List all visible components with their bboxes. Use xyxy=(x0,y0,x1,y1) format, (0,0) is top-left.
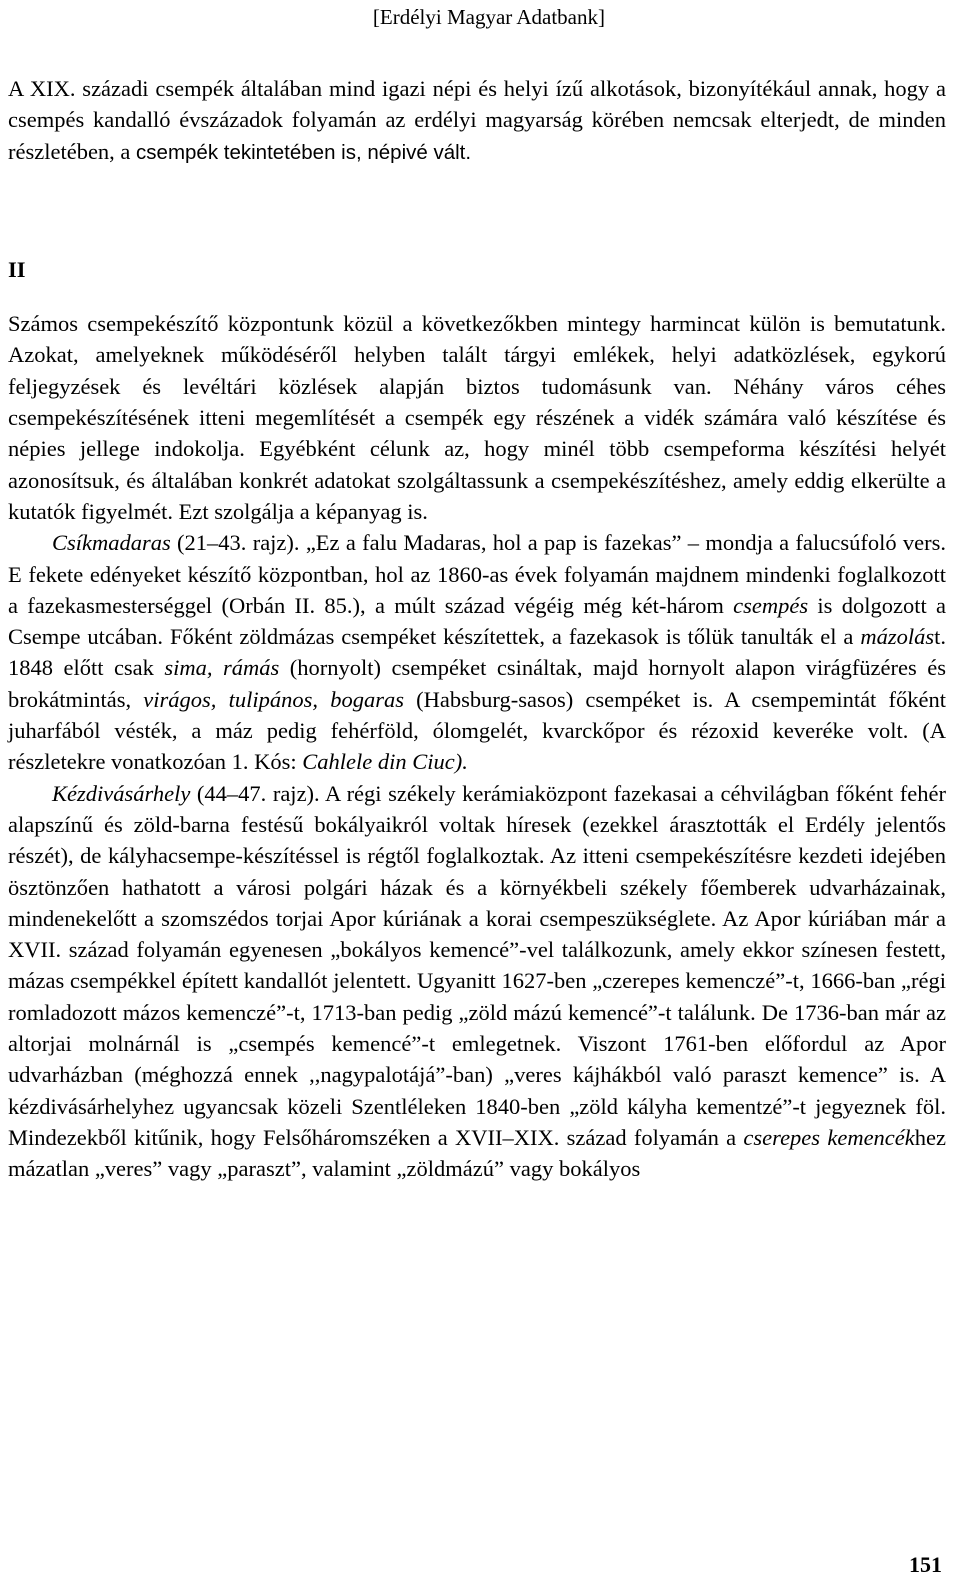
italic-citation: Cahlele din Ciuc). xyxy=(302,749,468,775)
italic-term: sima, rámás xyxy=(164,655,280,681)
spacer xyxy=(8,168,946,254)
kezdivasarhely-paragraph xyxy=(8,778,946,1185)
place-name-csikmadaras: Csíkmadaras xyxy=(52,530,171,556)
section-paragraph xyxy=(8,308,946,527)
spacer xyxy=(8,285,946,308)
text-run: t. 1848 előtt csak xyxy=(8,624,946,681)
section-text-b: Azokat, amelyeknek működéséről helyben talált tárgyi emlékek, helyi adatközlések, egykorú feljegyzések és levéltári közlések alapján biztos tudomásunk van. Néhány város céhes csempekészítésének itteni megemlítését a csempék egy részének a vidék számára való készítése és népies jellege indokolja. Egyébként célunk az, hogy minél több csempeforma készítési helyét azonosítsuk, és általában konkrét adatokat szolgáltassunk a csempekészítéshez, amely eddig elkerülte a kutatók figyelmét. Ezt szolgálja a képanyag is. xyxy=(8,342,946,524)
italic-term: csempés xyxy=(733,592,809,618)
section-heading: II xyxy=(8,256,26,282)
italic-term: virágos, tulipános, bogaras xyxy=(143,686,404,712)
intro-text-end: csempék tekintetében is, népivé vált. xyxy=(136,140,472,164)
italic-term: mázolás xyxy=(860,624,935,650)
text-run: is dolgozott a Csempe utcában. Főként zöldmázas csempéket készítettek, a fazekasok is tőlük tanulták el a xyxy=(8,592,947,650)
intro-paragraph xyxy=(8,73,946,168)
text-run: (21–43. rajz). „Ez a falu Madaras, hol a pap is fazekas” – mondja a falucsúfoló vers. E fekete edényeket készítő központban, hol az 1860-as évek folyamán majdnem mindenki foglalkozott a fazekasmesterséggel (Orbán II. 85.), a múlt század végéig még két-három xyxy=(8,530,946,618)
section-text-a: Számos csempekészítő központunk közül a következőkben mintegy harmincat külön is bemutatunk. xyxy=(8,311,946,337)
source-header: [Erdélyi Magyar Adatbank] xyxy=(372,5,605,29)
text-run: hez mázatlan „veres” vagy „paraszt”, valamint „zöldmázú” vagy bokályos xyxy=(8,1124,946,1182)
place-name-kezdivasarhely: Kézdivásárhely xyxy=(52,780,191,806)
intro-text: A XIX. századi csempék általában mind igazi népi és helyi ízű alkotások, bizonyítékául annak, hogy a csempés kandalló évszázadok folyamán az erdélyi magyarság körében nemcsak elterjedt, de minden részletében, a xyxy=(8,76,946,164)
document-body xyxy=(8,73,946,1185)
page-number: 151 xyxy=(909,1552,942,1577)
text-run: (44–47. rajz). A régi székely kerámiaközpont fazekasai a céhvilágban főként fehér alapszínű és zöld-barna festésű bokályaikról voltak híresek (ezekkel árasztották el Erdély jelentős részét), de kályhacsempe-készítéssel is régtől foglalkoztak. Az itteni csempekészítésre kezdeti idejében ösztönzően hathatott a városi polgári házak és a környékbeli székely főemberek udvarházainak, mindenekelőtt a szomszédos torjai Apor kúriának a korai csempeszükséglete. Az Apor kúriában már a XVII. század folyamán egyenesen „bokályos kemencé”-vel találkozunk, amely ekkor színesen festett, mázas csempékkel épített kandallót jelentett. Ugyanitt 1627-ben „czerepes kemenczé”-t, 1666-ban „régi romladozott mázos kemenczé”-t, 1713-ban pedig „zöld mázú kemencé”-t találunk. De 1736-ban már az altorjai molnárnál is „csempés kemencé”-t emlegetnek. Viszont 1761-ben előfordul az Apor udvarházban (méghozzá ennek ,,nagypalotájá”-ban) „veres kájhákból való paraszt kemence” is. A kézdivásárhelyhez ugyancsak közeli Szentléleken 1840-ben „zöld kályha kementzé”-t jegyeznek föl. Mindezekből kitűnik, hogy Felsőháromszéken a XVII–XIX. század folyamán a xyxy=(8,780,946,1150)
italic-term: cserepes kemencék xyxy=(743,1124,915,1150)
csikmadaras-paragraph xyxy=(8,527,946,777)
text-run: (hornyolt) csempéket csináltak, majd hornyolt alapon virágfüzéres és brokátmintás, xyxy=(8,655,946,712)
text-run: (Habsburg-sasos) csempéket is. A csempemintát főként juharfából vésték, a máz pedig fehérföld, ólomgelét, kvarckőpor és rézoxid keveréke volt. (A részletekre vonatkozóan 1. Kós: xyxy=(8,686,946,775)
